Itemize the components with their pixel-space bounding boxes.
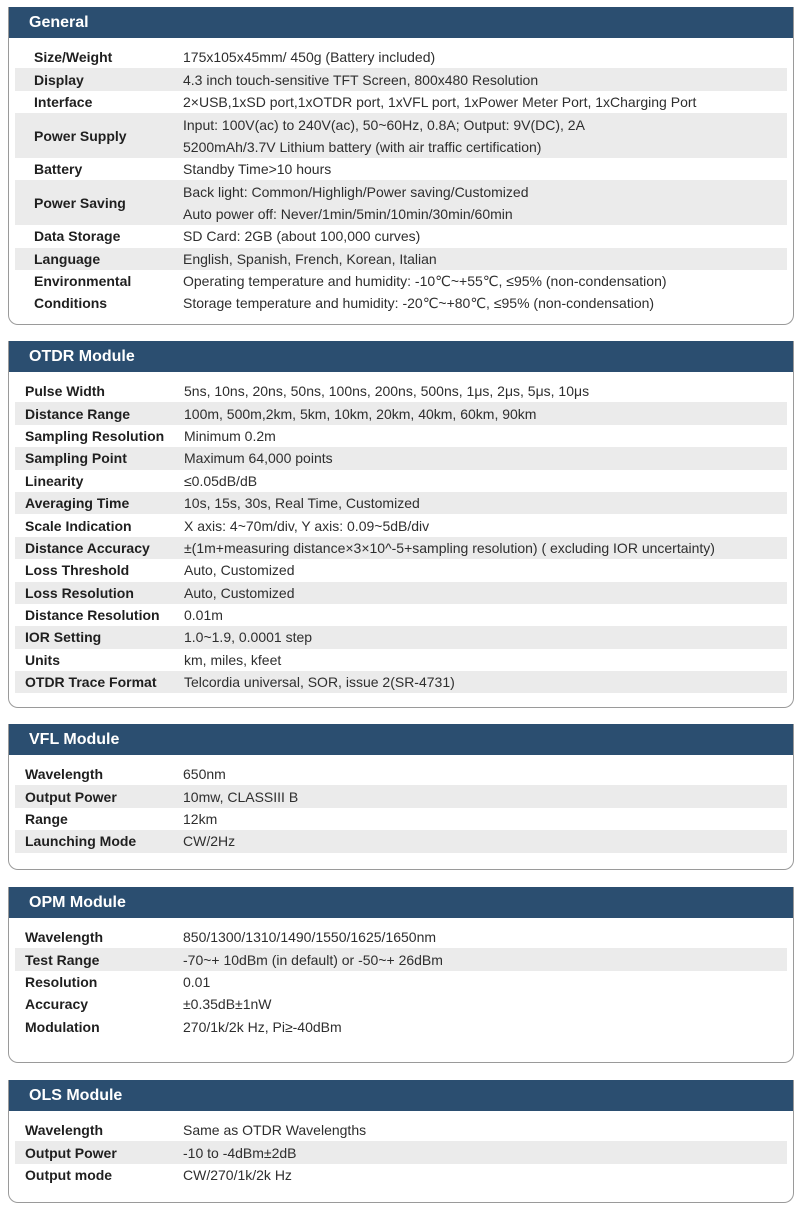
spec-rows <box>9 1111 793 1186</box>
section-title: VFL Module <box>9 724 793 755</box>
spec-label: Wavelength <box>25 1122 104 1139</box>
spec-label: Distance Resolution <box>25 607 160 624</box>
spec-value <box>184 403 787 425</box>
spec-row <box>15 248 787 270</box>
spec-label: Test Range <box>25 951 100 968</box>
spec-row <box>15 380 787 402</box>
spec-row <box>15 808 787 830</box>
spec-value <box>183 225 787 247</box>
spec-value <box>183 158 787 180</box>
spec-label: Data Storage <box>34 228 121 245</box>
spec-rows <box>9 918 793 1038</box>
spec-row <box>15 948 787 970</box>
spec-label: Launching Mode <box>25 833 137 850</box>
section-title: OLS Module <box>9 1080 793 1111</box>
spec-value <box>184 447 787 469</box>
spec-value-line: 650nm <box>183 766 226 783</box>
spec-value-line: ±(1m+measuring distance×3×10^-5+sampling resolution) ( excluding IOR uncertainty) <box>184 539 715 556</box>
spec-label: OTDR Trace Format <box>25 674 157 691</box>
spec-label: Range <box>25 810 68 827</box>
spec-label: Language <box>34 250 101 267</box>
spec-label: Pulse Width <box>25 383 105 400</box>
spec-value-line: Minimum 0.2m <box>184 427 276 444</box>
spec-value <box>183 114 787 158</box>
spec-row <box>15 1016 787 1038</box>
spec-row <box>15 180 787 225</box>
spec-row <box>15 971 787 993</box>
spec-value-line: 4.3 inch touch-sensitive TFT Screen, 800x480 Resolution <box>183 71 539 88</box>
spec-row <box>15 1164 787 1186</box>
spec-value-line: 5ns, 10ns, 20ns, 50ns, 100ns, 200ns, 500ns, 1μs, 2μs, 5μs, 10μs <box>184 383 590 400</box>
spec-row <box>15 225 787 247</box>
section-title: OPM Module <box>9 887 793 918</box>
spec-value-line: -70~+ 10dBm (in default) or -50~+ 26dBm <box>183 951 443 968</box>
spec-label: Power Supply <box>34 127 127 144</box>
otdr-section <box>8 341 794 708</box>
spec-row <box>15 604 787 626</box>
spec-value-line: 5200mAh/3.7V Lithium battery (with air traffic certification) <box>183 138 542 155</box>
spec-row <box>15 113 787 158</box>
spec-value <box>183 971 787 993</box>
spec-value <box>183 949 787 971</box>
spec-row <box>15 671 787 693</box>
spec-value-line: Storage temperature and humidity: -20℃~+80℃, ≤95% (non-condensation) <box>183 295 655 312</box>
spec-row <box>15 926 787 948</box>
spec-row <box>15 1141 787 1163</box>
spec-value-line: 10mw, CLASSIII B <box>183 788 299 805</box>
spec-value-line: 0.01 <box>183 973 211 990</box>
opm-section <box>8 887 794 1063</box>
spec-value-line: CW/2Hz <box>183 833 236 850</box>
spec-row <box>15 68 787 90</box>
spec-value-line: Auto, Customized <box>184 562 295 579</box>
spec-label: Resolution <box>25 973 98 990</box>
spec-value-line: 0.01m <box>184 607 223 624</box>
spec-value-line: km, miles, kfeet <box>184 651 282 668</box>
spec-label: IOR Setting <box>25 629 102 646</box>
spec-label: Output Power <box>25 1144 117 1161</box>
spec-row <box>15 492 787 514</box>
spec-value-line: Input: 100V(ac) to 240V(ac), 50~60Hz, 0.8A; Output: 9V(DC), 2A <box>183 116 585 133</box>
spec-value-line: 2×USB,1xSD port,1xOTDR port, 1xVFL port, 1xPower Meter Port, 1xCharging Port <box>183 93 697 110</box>
spec-value-line: X axis: 4~70m/div, Y axis: 0.09~5dB/div <box>184 517 430 534</box>
spec-value <box>183 248 787 270</box>
general-section <box>8 7 794 325</box>
spec-label: Output mode <box>25 1166 113 1183</box>
spec-label: Environmental Conditions <box>34 273 132 312</box>
spec-row <box>15 559 787 581</box>
spec-label: Interface <box>34 93 93 110</box>
spec-value-line: ±0.35dB±1nW <box>183 996 272 1013</box>
spec-row <box>15 425 787 447</box>
spec-label: Units <box>25 651 60 668</box>
spec-value <box>183 91 787 113</box>
spec-value-line: Telcordia universal, SOR, issue 2(SR-4731) <box>184 674 455 691</box>
spec-row <box>15 46 787 68</box>
spec-value <box>184 626 787 648</box>
spec-value-line: 175x105x45mm/ 450g (Battery included) <box>183 49 436 66</box>
spec-rows <box>9 372 793 693</box>
spec-value-line: CW/270/1k/2k Hz <box>183 1166 292 1183</box>
spec-value <box>183 181 787 225</box>
spec-value <box>183 926 787 948</box>
spec-label: Accuracy <box>25 996 89 1013</box>
spec-value <box>184 559 787 581</box>
spec-rows <box>9 38 793 315</box>
spec-value-line: 100m, 500m,2km, 5km, 10km, 20km, 40km, 60km, 90km <box>184 405 537 422</box>
spec-value <box>184 515 787 537</box>
spec-value-line: Same as OTDR Wavelengths <box>183 1122 367 1139</box>
spec-label: Power Saving <box>34 194 126 211</box>
spec-value-line: English, Spanish, French, Korean, Italian <box>183 250 437 267</box>
spec-row <box>15 649 787 671</box>
spec-value <box>184 537 787 559</box>
spec-value <box>183 1142 787 1164</box>
spec-label: Loss Resolution <box>25 584 134 601</box>
spec-label: Wavelength <box>25 929 104 946</box>
spec-row <box>15 1119 787 1141</box>
spec-value <box>184 582 787 604</box>
spec-value-line: Standby Time>10 hours <box>183 161 332 178</box>
spec-value-line: Maximum 64,000 points <box>184 450 333 467</box>
spec-value <box>183 46 787 68</box>
spec-value-line: 850/1300/1310/1490/1550/1625/1650nm <box>183 929 437 946</box>
spec-row <box>15 626 787 648</box>
spec-row <box>15 158 787 180</box>
spec-value <box>184 470 787 492</box>
spec-value <box>183 830 787 852</box>
spec-row <box>15 993 787 1015</box>
section-title: OTDR Module <box>9 341 793 372</box>
spec-value <box>183 993 787 1015</box>
spec-label: Display <box>34 71 84 88</box>
spec-value-line: Operating temperature and humidity: -10℃~+55℃, ≤95% (non-condensation) <box>183 273 667 290</box>
spec-row <box>15 470 787 492</box>
spec-label: Sampling Resolution <box>25 427 165 444</box>
spec-row <box>15 785 787 807</box>
section-title: General <box>9 7 793 38</box>
spec-value <box>184 380 787 402</box>
spec-row <box>15 447 787 469</box>
spec-label: Sampling Point <box>25 450 127 467</box>
spec-label: Size/Weight <box>34 49 113 66</box>
spec-value-line: 10s, 15s, 30s, Real Time, Customized <box>184 495 420 512</box>
spec-label: Scale Indication <box>25 517 132 534</box>
spec-rows <box>9 755 793 853</box>
spec-label: Battery <box>34 161 83 178</box>
spec-value-line: Auto, Customized <box>184 584 295 601</box>
spec-value <box>184 492 787 514</box>
spec-value-line: -10 to -4dBm±2dB <box>183 1144 297 1161</box>
spec-value <box>183 1164 787 1186</box>
spec-value-line: 1.0~1.9, 0.0001 step <box>184 629 313 646</box>
spec-value <box>183 1016 787 1038</box>
ols-section <box>8 1080 794 1203</box>
spec-value <box>184 425 787 447</box>
spec-label: Linearity <box>25 472 84 489</box>
spec-row <box>15 270 787 315</box>
spec-value <box>184 604 787 626</box>
spec-row <box>15 537 787 559</box>
spec-value-line: SD Card: 2GB (about 100,000 curves) <box>183 228 421 245</box>
spec-row <box>15 402 787 424</box>
spec-label: Distance Accuracy <box>25 539 150 556</box>
spec-value-line: 12km <box>183 810 218 827</box>
spec-label: Distance Range <box>25 405 131 422</box>
spec-label: Loss Threshold <box>25 562 130 579</box>
spec-label: Modulation <box>25 1018 100 1035</box>
spec-row <box>15 514 787 536</box>
spec-value <box>184 671 787 693</box>
spec-value <box>183 808 787 830</box>
spec-label: Output Power <box>25 788 117 805</box>
spec-value <box>183 763 787 785</box>
vfl-section <box>8 724 794 870</box>
spec-value-line: ≤0.05dB/dB <box>184 472 258 489</box>
spec-row <box>15 763 787 785</box>
spec-row <box>15 582 787 604</box>
spec-label: Wavelength <box>25 766 104 783</box>
spec-value <box>183 69 787 91</box>
spec-row <box>15 830 787 852</box>
spec-value <box>183 1119 787 1141</box>
spec-value <box>183 786 787 808</box>
spec-value <box>184 649 787 671</box>
spec-value-line: Back light: Common/Highligh/Power saving/Customized <box>183 183 529 200</box>
spec-value <box>183 270 787 314</box>
spec-row <box>15 91 787 113</box>
spec-value-line: Auto power off: Never/1min/5min/10min/30min/60min <box>183 205 513 222</box>
spec-label: Averaging Time <box>25 495 130 512</box>
spec-value-line: 270/1k/2k Hz, Pi≥-40dBm <box>183 1018 342 1035</box>
